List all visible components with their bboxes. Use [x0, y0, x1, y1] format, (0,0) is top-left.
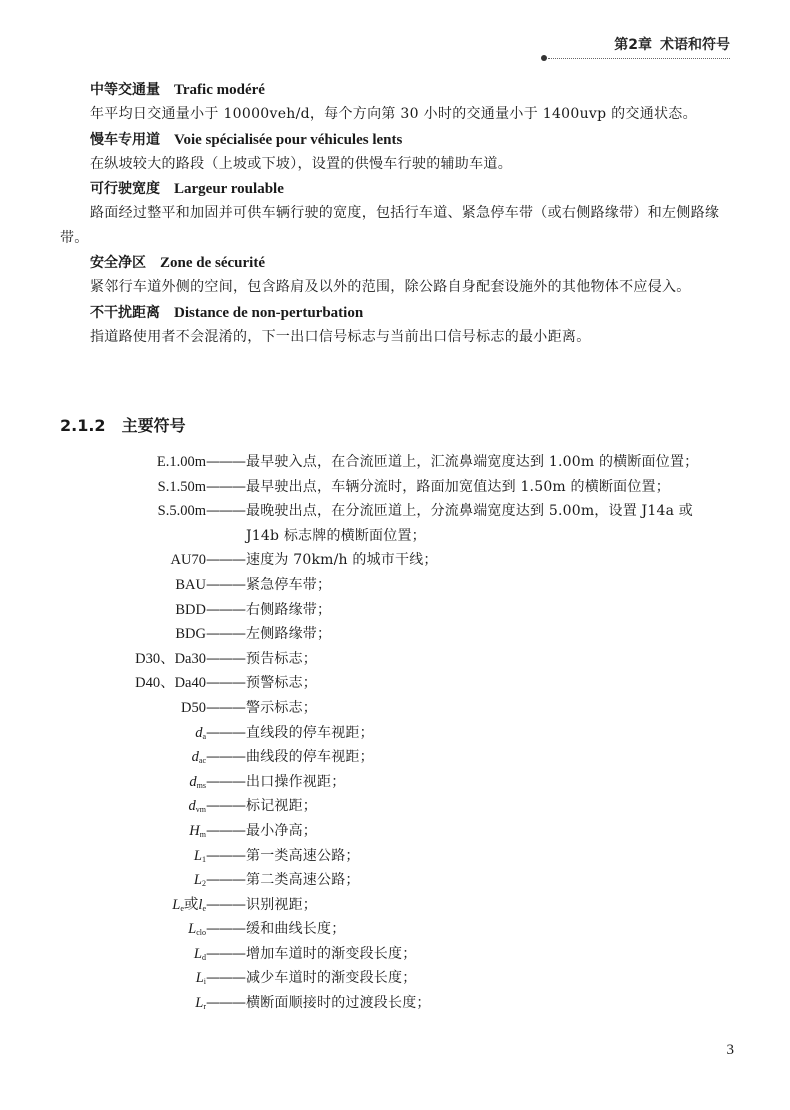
symbol-key [60, 819, 206, 844]
symbol-key [60, 573, 206, 598]
term-fr: Voie spécialisée pour véhicules lents [174, 131, 403, 148]
symbol-subscript: m [199, 829, 206, 839]
symbol-base: L [193, 872, 202, 889]
term-title [60, 177, 732, 201]
symbol-subscript: e [202, 903, 206, 913]
symbol-dash: ——— [206, 896, 245, 913]
symbol-base: L [193, 945, 202, 962]
symbol-code: E.1.00m [156, 454, 206, 470]
symbol-subscript: a [202, 731, 206, 741]
symbol-description: 缓和曲线长度； [246, 921, 346, 938]
symbol-key [60, 991, 206, 1016]
symbol-dash: ——— [206, 454, 245, 470]
symbol-base: L [193, 847, 202, 864]
symbol-key [60, 721, 206, 746]
term-list [60, 78, 732, 350]
symbol-dash: ——— [206, 798, 245, 815]
header-title: 术语和符号 [660, 37, 730, 53]
symbol-subscript: e [180, 903, 184, 913]
section-heading [60, 412, 186, 440]
symbol-base: d [191, 749, 199, 766]
symbol-key [60, 966, 206, 991]
term-fr: Largeur roulable [174, 181, 284, 197]
symbol-dash: ——— [206, 970, 245, 987]
symbol-description: 警示标志； [246, 699, 317, 716]
section-number: 2.1.2 [60, 416, 106, 435]
term-definition: 紧邻行车道外侧的空间，包含路肩及以外的范围，除公路自身配套设施外的其他物体不应侵入。 [90, 279, 691, 295]
term-fr: Trafic modéré [174, 82, 265, 98]
symbol-base: L [172, 896, 181, 913]
term-title [60, 301, 732, 325]
symbol-description: 紧急停车带； [246, 576, 332, 593]
symbol-description: 右侧路缘带； [246, 601, 332, 618]
symbol-row [60, 745, 732, 770]
symbol-subscript: 2 [202, 879, 206, 889]
symbol-dash: ——— [206, 626, 245, 643]
symbol-row [60, 548, 732, 573]
symbol-key [60, 647, 206, 672]
header-chapter: 第2章 [614, 37, 652, 53]
symbol-description: 预警标志； [246, 675, 317, 692]
symbol-row [60, 991, 732, 1016]
symbol-code: D50 [181, 699, 206, 716]
symbol-base: d [189, 773, 197, 790]
symbol-description: 直线段的停车视距； [246, 724, 374, 741]
symbol-dash: ——— [206, 675, 245, 692]
symbol-key [60, 622, 206, 647]
symbol-row [60, 598, 732, 623]
symbol-key [60, 942, 206, 967]
symbol-key [60, 548, 206, 573]
symbol-row [60, 917, 732, 942]
symbol-row [60, 844, 732, 869]
symbol-row [60, 499, 732, 548]
symbol-dash: ——— [206, 822, 245, 839]
symbol-description: 第二类高速公路； [246, 872, 360, 889]
symbol-description: 识别视距； [246, 896, 317, 913]
symbol-row [60, 966, 732, 991]
term-zh: 慢车专用道 [90, 131, 160, 148]
symbol-description: 第一类高速公路； [246, 847, 360, 864]
symbol-dash: ——— [206, 749, 245, 766]
symbol-key [60, 696, 206, 721]
term-definition: 路面经过整平和加固并可供车辆行驶的宽度，包括行车道、紧急停车带（或右侧路缘带）和左侧路缘带。 [60, 205, 720, 246]
term-zh: 安全净区 [90, 255, 146, 271]
symbol-dash: ——— [206, 503, 245, 520]
symbol-dash: ——— [206, 552, 245, 569]
symbol-dash: ——— [206, 921, 245, 938]
symbol-base: d [195, 724, 203, 741]
symbol-dash: ——— [206, 650, 245, 667]
symbol-row [60, 647, 732, 672]
symbol-list [60, 450, 732, 1016]
term-definition: 指道路使用者不会混淆的，下一出口信号标志与当前出口信号标志的最小距离。 [90, 328, 591, 345]
symbol-subscript: 1 [202, 854, 206, 864]
symbol-code: BDG [175, 626, 206, 643]
term-zh: 中等交通量 [90, 82, 160, 98]
symbol-row [60, 573, 732, 598]
term-definition: 年平均日交通量小于 10000veh/d，每个方向第 30 小时的交通量小于 1400uvp 的交通状态。 [90, 106, 697, 122]
term-title [60, 78, 732, 102]
symbol-row [60, 622, 732, 647]
term-definition: 在纵坡较大的路段（上坡或下坡），设置的供慢车行驶的辅助车道。 [90, 155, 512, 172]
symbol-code: BAU [175, 576, 206, 593]
symbol-key [60, 770, 206, 795]
term-entry [60, 301, 732, 350]
term-fr: Distance de non-perturbation [174, 304, 364, 321]
symbol-code: AU70 [170, 552, 206, 569]
symbol-description: 速度为 70km/h 的城市干线； [246, 552, 438, 569]
symbol-subscript: d [202, 952, 206, 962]
symbol-description: 横断面顺接时的过渡段长度； [246, 995, 431, 1012]
symbol-subscript: vm [195, 805, 206, 815]
symbol-description: 最小净高； [246, 822, 317, 839]
term-entry [60, 128, 732, 177]
symbol-base: L [195, 995, 204, 1012]
symbol-key [60, 868, 206, 893]
symbol-row [60, 696, 732, 721]
symbol-dash: ——— [206, 773, 245, 790]
symbol-base: d [188, 798, 196, 815]
symbol-code: D40、Da40 [135, 675, 206, 692]
symbol-key [60, 844, 206, 869]
symbol-row [60, 893, 732, 918]
symbol-subscript: clo [196, 928, 206, 938]
symbol-description: 最晚驶出点，在分流匝道上，分流鼻端宽度达到 5.00m，设置 J14a 或 J14b 标志牌的横断面位置； [246, 503, 693, 544]
symbol-base: l [198, 896, 203, 913]
symbol-row [60, 819, 732, 844]
symbol-code: BDD [175, 601, 206, 618]
symbol-dash: ——— [206, 724, 245, 741]
symbol-description: 左侧路缘带； [246, 626, 332, 643]
symbol-dash: ——— [206, 478, 245, 495]
symbol-description: 增加车道时的渐变段长度； [246, 945, 417, 962]
symbol-row [60, 794, 732, 819]
symbol-subscript: r [203, 1002, 206, 1012]
term-entry [60, 177, 732, 250]
symbol-key [60, 917, 206, 942]
symbol-code: S.1.50m [157, 478, 206, 495]
symbol-description: 最早驶入点，在合流匝道上，汇流鼻端宽度达到 1.00m 的横断面位置； [246, 454, 699, 470]
symbol-code: S.5.00m [157, 503, 206, 520]
term-entry [60, 78, 732, 127]
symbol-description: 标记视距； [246, 798, 317, 815]
symbol-base: L [188, 921, 197, 938]
symbol-key [60, 893, 206, 918]
symbol-dash: ——— [206, 945, 245, 962]
header-bullet [541, 55, 547, 61]
term-fr: Zone de sécurité [160, 255, 265, 271]
symbol-code: D30、Da30 [135, 650, 206, 667]
running-header [540, 34, 730, 54]
symbol-key [60, 499, 206, 524]
term-entry [60, 251, 732, 300]
symbol-base: H [189, 822, 200, 839]
symbol-key [60, 794, 206, 819]
symbol-key [60, 475, 206, 500]
term-zh: 不干扰距离 [90, 304, 160, 321]
symbol-row [60, 671, 732, 696]
symbol-row [60, 721, 732, 746]
symbol-subscript: i [203, 977, 206, 987]
symbol-row [60, 770, 732, 795]
symbol-row [60, 450, 732, 475]
term-zh: 可行驶宽度 [90, 181, 160, 197]
symbol-key [60, 450, 206, 475]
header-rule [548, 58, 730, 59]
symbol-row [60, 868, 732, 893]
symbol-description: 预告标志； [246, 650, 317, 667]
symbol-dash: ——— [206, 576, 245, 593]
symbol-key [60, 671, 206, 696]
symbol-description: 出口操作视距； [246, 773, 346, 790]
symbol-row [60, 475, 732, 500]
symbol-dash: ——— [206, 847, 245, 864]
symbol-or: 或 [183, 896, 199, 913]
symbol-dash: ——— [206, 699, 245, 716]
symbol-description: 最早驶出点，车辆分流时，路面加宽值达到 1.50m 的横断面位置； [246, 478, 670, 495]
symbol-description: 减少车道时的渐变段长度； [246, 970, 417, 987]
symbol-base: L [195, 970, 204, 987]
symbol-dash: ——— [206, 872, 245, 889]
symbol-key [60, 598, 206, 623]
symbol-row [60, 942, 732, 967]
section-title: 主要符号 [121, 416, 186, 435]
symbol-dash: ——— [206, 601, 245, 618]
term-title [60, 251, 732, 275]
symbol-subscript: ac [198, 756, 206, 766]
symbol-dash: ——— [206, 995, 245, 1012]
symbol-subscript: ms [196, 780, 206, 790]
symbol-description: 曲线段的停车视距； [246, 749, 374, 766]
symbol-key [60, 745, 206, 770]
page-number: 3 [726, 1042, 734, 1058]
term-title [60, 128, 732, 152]
